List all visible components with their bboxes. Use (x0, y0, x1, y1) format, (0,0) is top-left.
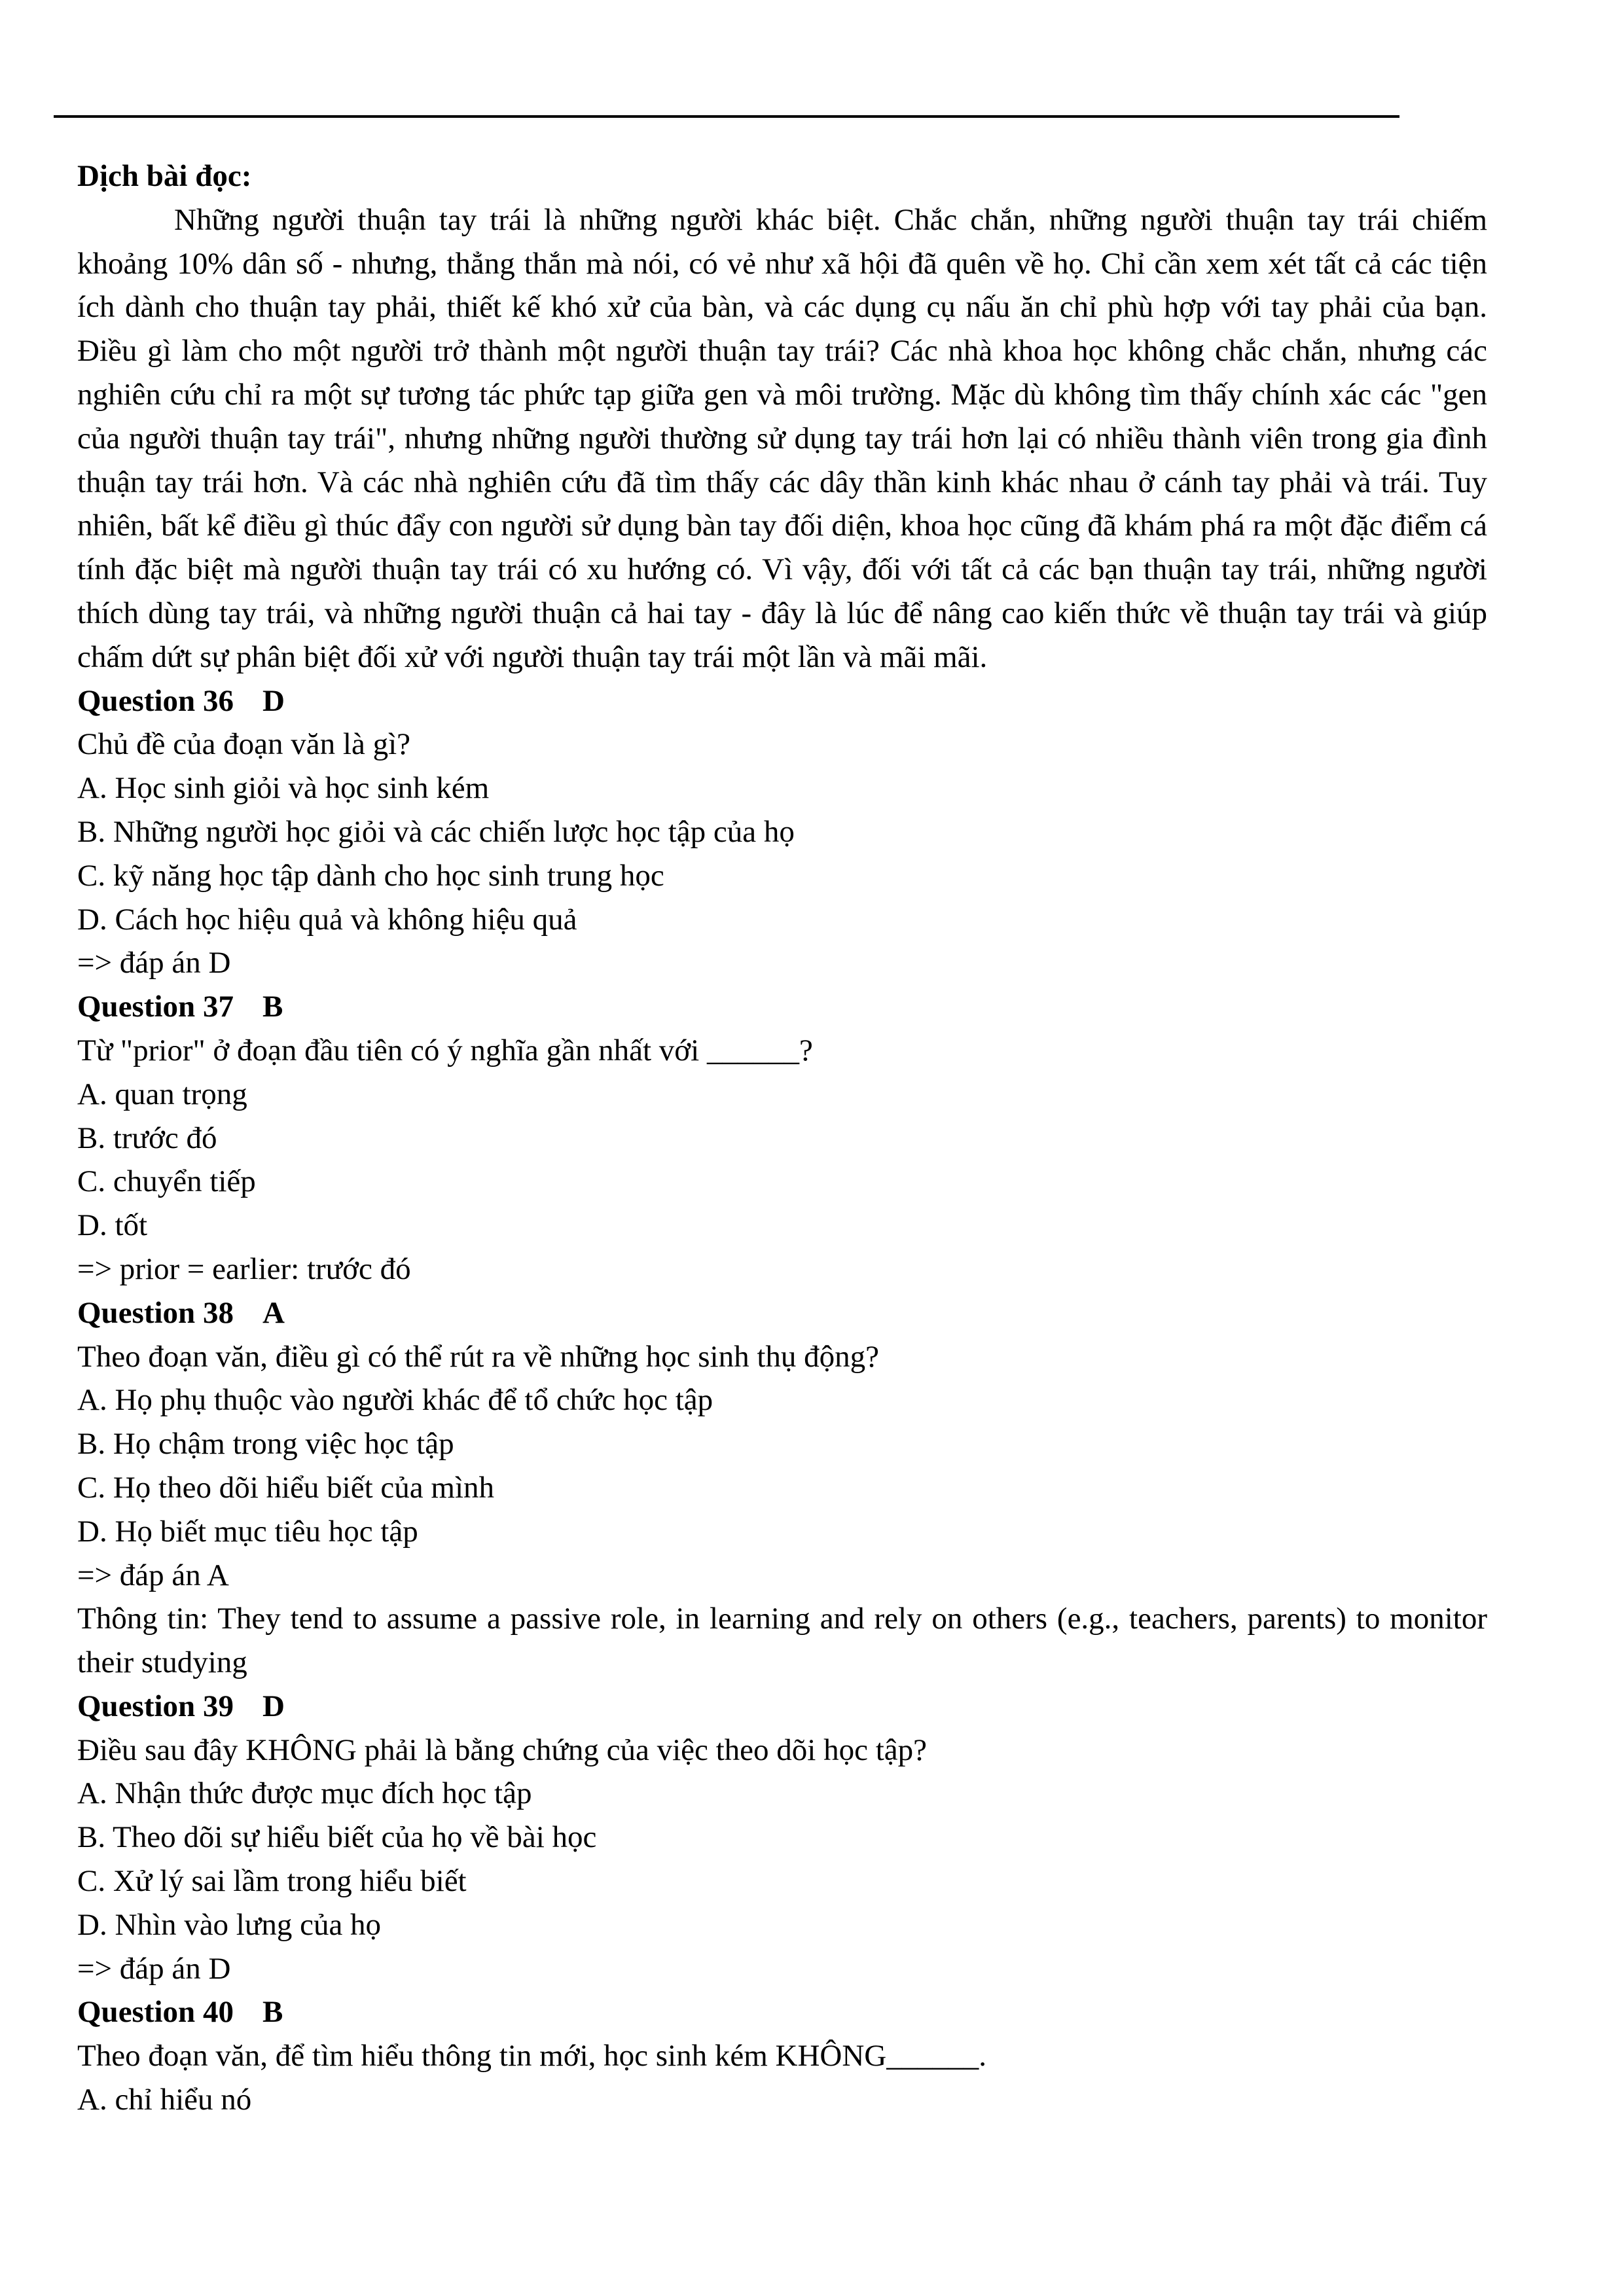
top-rule (54, 115, 1399, 118)
question-label: Question 39 (77, 1689, 234, 1723)
option-c: C. chuyển tiếp (77, 1164, 256, 1199)
option-b: B. trước đó (77, 1121, 217, 1155)
answer-explanation: => đáp án A (77, 1558, 229, 1592)
option-a: A. Học sinh giỏi và học sinh kém (77, 771, 490, 806)
question-prompt: Theo đoạn văn, điều gì có thể rút ra về những học sinh thụ động? (77, 1339, 879, 1374)
document-body (77, 154, 1487, 2122)
question-header (77, 1291, 1487, 1335)
question-prompt: Từ "prior" ở đoạn đầu tiên có ý nghĩa gần nhất với ______? (77, 1033, 813, 1067)
option-a: A. Họ phụ thuộc vào người khác để tổ chức học tập (77, 1383, 713, 1418)
option-d: D. Họ biết mục tiêu học tập (77, 1514, 418, 1549)
question-answer: A (262, 1295, 285, 1330)
question-40 (77, 1990, 1487, 2121)
option-d: D. Nhìn vào lưng của họ (77, 1907, 382, 1942)
answer-explanation: => prior = earlier: trước đó (77, 1251, 411, 1286)
question-header (77, 985, 1487, 1029)
question-header (77, 679, 1487, 723)
question-label: Question 36 (77, 683, 234, 718)
option-c: C. Xử lý sai lầm trong hiểu biết (77, 1864, 467, 1899)
option-b: B. Theo dõi sự hiểu biết của họ về bài học (77, 1820, 597, 1855)
option-d: D. Cách học hiệu quả và không hiệu quả (77, 902, 577, 937)
answer-explanation: => đáp án D (77, 1951, 231, 1986)
source-info: Thông tin: They tend to assume a passive role, in learning and rely on others (e.g., teachers, parents) to monitor their studying (77, 1602, 1487, 1680)
option-a: A. Nhận thức được mục đích học tập (77, 1776, 532, 1811)
question-label: Question 40 (77, 1995, 234, 2030)
option-a: A. quan trọng (77, 1077, 247, 1111)
question-label: Question 38 (77, 1295, 234, 1330)
option-a: A. chỉ hiểu nó (77, 2083, 252, 2117)
question-label: Question 37 (77, 990, 234, 1024)
question-36 (77, 679, 1487, 986)
option-b: B. Họ chậm trong việc học tập (77, 1427, 454, 1462)
question-answer: B (262, 990, 283, 1024)
question-prompt: Điều sau đây KHÔNG phải là bằng chứng của việc theo dõi học tập? (77, 1732, 927, 1767)
answer-explanation: => đáp án D (77, 946, 231, 980)
question-answer: D (262, 1689, 285, 1723)
question-header (77, 1685, 1487, 1729)
option-b: B. Những người học giỏi và các chiến lược học tập của họ (77, 814, 795, 849)
option-c: C. Họ theo dõi hiểu biết của mình (77, 1470, 495, 1505)
question-37 (77, 985, 1487, 1291)
option-d: D. tốt (77, 1208, 148, 1243)
translation-paragraph: Những người thuận tay trái là những người khác biệt. Chắc chắn, những người thuận tay trái chiếm khoảng 10% dân số - nhưng, thẳng thắn mà nói, có vẻ như xã hội đã quên về họ. Chỉ cần xem xét tất cả các tiện ích dành cho thuận tay phải, thiết kế khó xử của bàn, và các dụng cụ nấu ăn chỉ phù hợp với tay phải của bạn. Điều gì làm cho một người trở thành một người thuận tay trái? Các nhà khoa học không chắc chắn, nhưng các nghiên cứu chỉ ra một sự tương tác phức tạp giữa gen và môi trường. Mặc dù không tìm thấy chính xác các "gen của người thuận tay trái", nhưng những người thường sử dụng tay trái hơn lại có nhiều thành viên trong gia đình thuận tay trái hơn. Và các nhà nghiên cứu đã tìm thấy các dây thần kinh khác nhau ở cánh tay phải và trái. Tuy nhiên, bất kể điều gì thúc đẩy con người sử dụng bàn tay đối diện, khoa học cũng đã khám phá ra một đặc điểm cá tính đặc biệt mà người thuận tay trái có xu hướng có. Vì vậy, đối với tất cả các bạn thuận tay trái, những người thích dùng tay trái, và những người thuận cả hai tay - đây là lúc để nâng cao kiến thức về thuận tay trái và giúp chấm dứt sự phân biệt đối xử với người thuận tay trái một lần và mãi mãi. (77, 202, 1487, 674)
translation-heading: Dịch bài đọc: (77, 159, 252, 193)
question-prompt: Theo đoạn văn, để tìm hiểu thông tin mới, học sinh kém KHÔNG______. (77, 2039, 986, 2073)
question-answer: B (262, 1995, 283, 2030)
question-38 (77, 1291, 1487, 1685)
question-39 (77, 1685, 1487, 1991)
question-prompt: Chủ đề của đoạn văn là gì? (77, 727, 410, 762)
question-header (77, 1990, 1487, 2034)
question-answer: D (262, 683, 285, 718)
option-c: C. kỹ năng học tập dành cho học sinh trung học (77, 858, 664, 893)
